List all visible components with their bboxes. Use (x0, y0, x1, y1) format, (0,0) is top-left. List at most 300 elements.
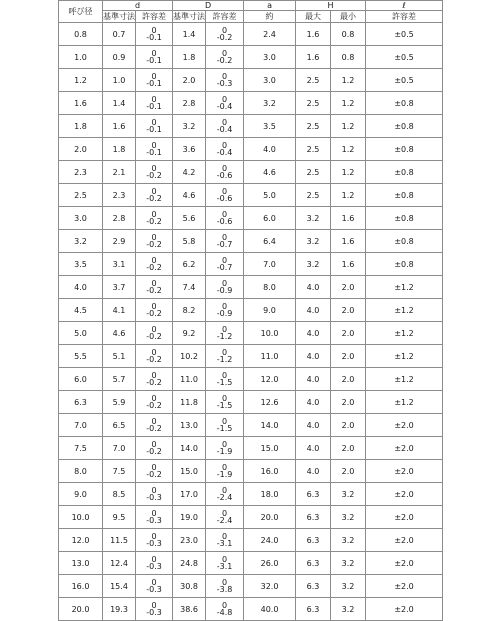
cell-a-approx: 3.5 (244, 115, 296, 138)
cell-nominal-size: 16.0 (59, 575, 103, 598)
cell-d-tolerance-upper: 0 (151, 164, 157, 173)
cell-D-tolerance-upper: 0 (221, 279, 228, 288)
cell-H-min: 3.2 (331, 575, 366, 598)
cell-l-tolerance: ±0.8 (366, 161, 443, 184)
cell-d-tolerance (136, 230, 173, 253)
cell-D-basic: 1.8 (173, 46, 206, 69)
cell-l-tolerance: ±2.0 (366, 552, 443, 575)
cell-d-tolerance (136, 506, 173, 529)
cell-D-basic: 30.8 (173, 575, 206, 598)
cell-d-basic: 2.8 (103, 207, 136, 230)
cell-D-tolerance-upper: 0 (221, 26, 228, 35)
cell-H-min: 1.2 (331, 184, 366, 207)
cell-d-tolerance-upper: 0 (151, 486, 157, 495)
cell-l-tolerance: ±1.2 (366, 368, 443, 391)
cell-a-approx: 3.2 (244, 92, 296, 115)
cell-D-tolerance (206, 506, 244, 529)
cell-d-tolerance-lower: -0.2 (146, 447, 162, 456)
cell-d-tolerance-upper: 0 (151, 417, 157, 426)
cell-D-tolerance-lower: -3.8 (216, 585, 233, 594)
cell-d-tolerance (136, 207, 173, 230)
cell-D-tolerance (206, 575, 244, 598)
table-row (59, 138, 443, 161)
cell-D-tolerance-lower: -4.8 (216, 608, 233, 617)
cell-H-max: 1.6 (296, 46, 331, 69)
cell-a-approx: 32.0 (244, 575, 296, 598)
cell-D-tolerance (206, 276, 244, 299)
cell-d-basic: 19.3 (103, 598, 136, 621)
cell-a-approx: 26.0 (244, 552, 296, 575)
cell-d-tolerance-lower: -0.1 (146, 148, 162, 157)
cell-H-min: 2.0 (331, 276, 366, 299)
cell-l-tolerance: ±2.0 (366, 598, 443, 621)
cell-d-basic: 7.5 (103, 460, 136, 483)
cell-d-tolerance-lower: -0.2 (146, 217, 162, 226)
cell-H-max: 2.5 (296, 138, 331, 161)
cell-nominal-size: 9.0 (59, 483, 103, 506)
cell-nominal-size: 3.0 (59, 207, 103, 230)
cell-l-tolerance: ±0.8 (366, 184, 443, 207)
cell-a-approx: 8.0 (244, 276, 296, 299)
cell-d-tolerance-lower: -0.2 (146, 378, 162, 387)
cell-D-tolerance-upper: 0 (221, 371, 228, 380)
cell-d-basic: 6.5 (103, 414, 136, 437)
cell-a-approx: 24.0 (244, 529, 296, 552)
table-row (59, 161, 443, 184)
cell-d-tolerance (136, 391, 173, 414)
cell-l-tolerance: ±2.0 (366, 414, 443, 437)
cell-d-tolerance-upper: 0 (151, 95, 157, 104)
cell-nominal-size: 3.5 (59, 253, 103, 276)
cell-D-tolerance (206, 46, 244, 69)
cell-a-approx: 15.0 (244, 437, 296, 460)
table-row (59, 69, 443, 92)
cell-d-tolerance (136, 529, 173, 552)
cell-D-tolerance-lower: -1.5 (216, 401, 233, 410)
cell-D-basic: 24.8 (173, 552, 206, 575)
table-row (59, 506, 443, 529)
cell-nominal-size: 7.0 (59, 414, 103, 437)
cell-D-tolerance (206, 483, 244, 506)
cell-d-basic: 5.9 (103, 391, 136, 414)
cell-nominal-size: 4.0 (59, 276, 103, 299)
cell-d-basic: 1.0 (103, 69, 136, 92)
table-row (59, 276, 443, 299)
cell-D-basic: 2.0 (173, 69, 206, 92)
cell-l-tolerance: ±2.0 (366, 529, 443, 552)
table-row (59, 598, 443, 621)
cell-D-basic: 1.4 (173, 23, 206, 46)
cell-D-basic: 23.0 (173, 529, 206, 552)
cell-H-max: 6.3 (296, 506, 331, 529)
cell-D-basic: 3.6 (173, 138, 206, 161)
cell-nominal-size: 8.0 (59, 460, 103, 483)
cell-nominal-size: 7.5 (59, 437, 103, 460)
header-nominal-size: 呼び径 (59, 1, 103, 23)
cell-d-tolerance-lower: -0.1 (146, 56, 162, 65)
cell-nominal-size: 1.8 (59, 115, 103, 138)
cell-a-approx: 7.0 (244, 253, 296, 276)
cell-a-approx: 4.0 (244, 138, 296, 161)
cell-d-tolerance-upper: 0 (151, 118, 157, 127)
cell-H-max: 4.0 (296, 276, 331, 299)
cell-d-basic: 15.4 (103, 575, 136, 598)
cell-H-min: 2.0 (331, 414, 366, 437)
cell-l-tolerance: ±2.0 (366, 575, 443, 598)
cell-H-min: 1.6 (331, 253, 366, 276)
header-D: D (173, 1, 244, 11)
cell-d-tolerance-lower: -0.1 (146, 125, 162, 134)
cell-d-tolerance-lower: -0.1 (146, 79, 162, 88)
cell-l-tolerance: ±1.2 (366, 391, 443, 414)
cell-nominal-size: 6.0 (59, 368, 103, 391)
cell-d-tolerance (136, 69, 173, 92)
cell-l-tolerance: ±2.0 (366, 437, 443, 460)
cell-d-basic: 3.7 (103, 276, 136, 299)
cell-a-approx: 6.4 (244, 230, 296, 253)
cell-D-tolerance-lower: -0.4 (216, 148, 233, 157)
cell-d-tolerance (136, 322, 173, 345)
cell-D-tolerance (206, 414, 244, 437)
cell-d-tolerance-lower: -0.2 (146, 194, 162, 203)
table-row (59, 115, 443, 138)
cell-d-tolerance (136, 437, 173, 460)
cell-H-max: 4.0 (296, 391, 331, 414)
cell-D-tolerance (206, 368, 244, 391)
header-D-basic: 基準寸法 (173, 11, 206, 21)
cell-D-basic: 15.0 (173, 460, 206, 483)
cell-D-tolerance-lower: -0.4 (216, 125, 233, 134)
cell-D-tolerance (206, 92, 244, 115)
cell-H-max: 2.5 (296, 69, 331, 92)
cell-D-tolerance-lower: -1.9 (216, 447, 233, 456)
cell-d-basic: 4.1 (103, 299, 136, 322)
cell-D-tolerance-upper: 0 (221, 95, 228, 104)
cell-D-tolerance (206, 253, 244, 276)
cell-d-tolerance (136, 368, 173, 391)
table-row (59, 92, 443, 115)
table-row (59, 253, 443, 276)
cell-D-tolerance (206, 230, 244, 253)
cell-D-basic: 17.0 (173, 483, 206, 506)
cell-D-basic: 5.8 (173, 230, 206, 253)
cell-D-tolerance (206, 322, 244, 345)
cell-H-max: 4.0 (296, 414, 331, 437)
cell-l-tolerance: ±0.5 (366, 23, 443, 46)
table-row (59, 230, 443, 253)
cell-a-approx: 14.0 (244, 414, 296, 437)
cell-H-max: 2.5 (296, 184, 331, 207)
cell-H-min: 2.0 (331, 322, 366, 345)
cell-D-tolerance-lower: -0.2 (216, 33, 233, 42)
cell-d-tolerance-lower: -0.3 (146, 562, 162, 571)
table-row (59, 23, 443, 46)
table-row (59, 207, 443, 230)
cell-nominal-size: 2.0 (59, 138, 103, 161)
header-a: a (244, 1, 296, 11)
cell-D-tolerance-upper: 0 (221, 578, 228, 587)
cell-D-tolerance-upper: 0 (221, 486, 228, 495)
cell-H-min: 1.2 (331, 138, 366, 161)
cell-d-tolerance-lower: -0.3 (146, 585, 162, 594)
cell-nominal-size: 3.2 (59, 230, 103, 253)
cell-H-min: 2.0 (331, 460, 366, 483)
cell-D-tolerance-lower: -0.7 (216, 240, 233, 249)
cell-D-basic: 19.0 (173, 506, 206, 529)
cell-D-tolerance-upper: 0 (221, 210, 228, 219)
cell-d-basic: 1.6 (103, 115, 136, 138)
cell-D-tolerance (206, 161, 244, 184)
cell-H-max: 4.0 (296, 368, 331, 391)
cell-D-tolerance-lower: -1.5 (216, 378, 233, 387)
cell-D-tolerance (206, 138, 244, 161)
cell-D-tolerance-upper: 0 (221, 164, 228, 173)
cell-H-min: 1.6 (331, 230, 366, 253)
cell-d-tolerance-lower: -0.1 (146, 33, 162, 42)
cell-l-tolerance: ±2.0 (366, 483, 443, 506)
cell-d-tolerance-upper: 0 (151, 187, 157, 196)
cell-d-basic: 1.8 (103, 138, 136, 161)
table-row (59, 552, 443, 575)
cell-a-approx: 18.0 (244, 483, 296, 506)
cell-d-tolerance-upper: 0 (151, 279, 157, 288)
cell-D-tolerance-upper: 0 (221, 601, 228, 610)
cell-d-tolerance-upper: 0 (151, 578, 157, 587)
cell-d-basic: 1.4 (103, 92, 136, 115)
cell-d-tolerance (136, 184, 173, 207)
header-d-tolerance: 許容差 (136, 11, 173, 23)
cell-D-tolerance-lower: -0.4 (216, 102, 233, 111)
cell-H-max: 6.3 (296, 483, 331, 506)
cell-H-min: 1.6 (331, 207, 366, 230)
cell-nominal-size: 0.8 (59, 23, 103, 46)
cell-D-tolerance (206, 437, 244, 460)
cell-D-tolerance-lower: -0.9 (216, 309, 233, 318)
cell-D-tolerance-lower: -0.6 (216, 194, 233, 203)
cell-a-approx: 3.0 (244, 46, 296, 69)
cell-d-basic: 3.1 (103, 253, 136, 276)
header-H-min: 最小 (331, 11, 366, 23)
cell-D-tolerance-upper: 0 (221, 417, 228, 426)
table-row (59, 345, 443, 368)
cell-D-tolerance-lower: -1.9 (216, 470, 233, 479)
cell-nominal-size: 1.0 (59, 46, 103, 69)
cell-D-basic: 4.2 (173, 161, 206, 184)
cell-l-tolerance: ±2.0 (366, 460, 443, 483)
cell-nominal-size: 2.5 (59, 184, 103, 207)
cell-D-tolerance-lower: -3.1 (216, 562, 233, 571)
cell-nominal-size: 1.6 (59, 92, 103, 115)
cell-D-basic: 13.0 (173, 414, 206, 437)
cell-d-tolerance (136, 575, 173, 598)
cell-d-tolerance-upper: 0 (151, 72, 157, 81)
header-H: H (296, 1, 366, 11)
cell-d-tolerance (136, 138, 173, 161)
cell-d-tolerance-upper: 0 (151, 371, 157, 380)
cell-d-tolerance-upper: 0 (151, 509, 157, 518)
cell-H-max: 4.0 (296, 460, 331, 483)
cell-D-tolerance (206, 598, 244, 621)
cell-l-tolerance: ±0.8 (366, 207, 443, 230)
cell-H-max: 2.5 (296, 92, 331, 115)
cell-D-basic: 3.2 (173, 115, 206, 138)
table-row (59, 299, 443, 322)
cell-D-tolerance (206, 391, 244, 414)
cell-l-tolerance: ±0.5 (366, 69, 443, 92)
cell-H-min: 1.2 (331, 69, 366, 92)
cell-D-tolerance-upper: 0 (221, 141, 228, 150)
cell-D-tolerance-lower: -0.2 (216, 56, 233, 65)
cell-d-tolerance-upper: 0 (151, 325, 157, 334)
cell-D-tolerance-lower: -0.7 (216, 263, 233, 272)
cell-d-tolerance-upper: 0 (151, 49, 157, 58)
cell-D-tolerance-lower: -1.2 (216, 355, 233, 364)
cell-nominal-size: 5.0 (59, 322, 103, 345)
cell-d-tolerance-upper: 0 (151, 302, 157, 311)
cell-d-tolerance-lower: -0.2 (146, 286, 162, 295)
cell-d-tolerance-upper: 0 (151, 141, 157, 150)
cell-D-tolerance-upper: 0 (221, 302, 228, 311)
cell-d-tolerance-upper: 0 (151, 210, 157, 219)
cell-nominal-size: 4.5 (59, 299, 103, 322)
cell-d-basic: 0.7 (103, 23, 136, 46)
cell-H-max: 6.3 (296, 552, 331, 575)
cell-D-basic: 7.4 (173, 276, 206, 299)
cell-nominal-size: 2.3 (59, 161, 103, 184)
cell-d-tolerance-upper: 0 (151, 256, 157, 265)
cell-D-tolerance-lower: -0.6 (216, 171, 233, 180)
table-row (59, 368, 443, 391)
cell-d-basic: 2.1 (103, 161, 136, 184)
cell-nominal-size: 5.5 (59, 345, 103, 368)
cell-a-approx: 5.0 (244, 184, 296, 207)
cell-D-tolerance-upper: 0 (221, 555, 228, 564)
cell-D-tolerance (206, 529, 244, 552)
cell-nominal-size: 12.0 (59, 529, 103, 552)
cell-d-tolerance (136, 414, 173, 437)
cell-H-min: 0.8 (331, 23, 366, 46)
cell-H-max: 3.2 (296, 207, 331, 230)
cell-D-tolerance-upper: 0 (221, 72, 228, 81)
header-d-basic: 基準寸法 (103, 11, 135, 21)
cell-d-tolerance-lower: -0.2 (146, 470, 162, 479)
header-H-max: 最大 (296, 11, 331, 23)
header-row-1 (59, 1, 443, 11)
cell-D-basic: 38.6 (173, 598, 206, 621)
cell-D-basic: 8.2 (173, 299, 206, 322)
cell-nominal-size: 10.0 (59, 506, 103, 529)
cell-d-tolerance (136, 598, 173, 621)
cell-d-basic: 2.9 (103, 230, 136, 253)
table-row (59, 460, 443, 483)
cell-d-tolerance (136, 115, 173, 138)
cell-D-basic: 9.2 (173, 322, 206, 345)
cell-D-tolerance-upper: 0 (221, 509, 228, 518)
cell-D-tolerance-upper: 0 (221, 256, 228, 265)
cell-D-tolerance-upper: 0 (221, 394, 228, 403)
cell-d-tolerance (136, 23, 173, 46)
cell-D-tolerance-lower: -3.1 (216, 539, 233, 548)
cell-d-tolerance-lower: -0.3 (146, 608, 162, 617)
cell-nominal-size: 6.3 (59, 391, 103, 414)
cell-D-tolerance-upper: 0 (221, 440, 228, 449)
cell-d-basic: 8.5 (103, 483, 136, 506)
cell-d-tolerance-lower: -0.3 (146, 516, 162, 525)
table-row (59, 483, 443, 506)
cell-l-tolerance: ±1.2 (366, 276, 443, 299)
cell-d-tolerance-upper: 0 (151, 348, 157, 357)
cell-d-basic: 0.9 (103, 46, 136, 69)
cell-H-min: 3.2 (331, 598, 366, 621)
dimension-table (58, 0, 443, 621)
cell-nominal-size: 13.0 (59, 552, 103, 575)
cell-d-tolerance (136, 460, 173, 483)
table-row (59, 437, 443, 460)
cell-H-max: 6.3 (296, 529, 331, 552)
cell-nominal-size: 20.0 (59, 598, 103, 621)
cell-l-tolerance: ±0.8 (366, 138, 443, 161)
table-row (59, 46, 443, 69)
header-a-approx: 約 (244, 11, 296, 23)
cell-D-tolerance-lower: -2.4 (216, 493, 233, 502)
cell-D-tolerance-upper: 0 (221, 532, 228, 541)
table-row (59, 414, 443, 437)
cell-l-tolerance: ±2.0 (366, 506, 443, 529)
cell-H-min: 2.0 (331, 345, 366, 368)
cell-l-tolerance: ±1.2 (366, 322, 443, 345)
cell-D-tolerance (206, 552, 244, 575)
cell-D-tolerance (206, 69, 244, 92)
cell-d-tolerance (136, 483, 173, 506)
cell-D-tolerance-lower: -1.2 (216, 332, 233, 341)
cell-d-tolerance-upper: 0 (151, 463, 157, 472)
cell-D-basic: 4.6 (173, 184, 206, 207)
cell-H-max: 1.6 (296, 23, 331, 46)
cell-d-tolerance-upper: 0 (151, 601, 157, 610)
cell-d-basic: 4.6 (103, 322, 136, 345)
cell-H-max: 6.3 (296, 598, 331, 621)
cell-d-tolerance (136, 345, 173, 368)
header-d: d (103, 1, 173, 11)
cell-l-tolerance: ±0.8 (366, 253, 443, 276)
cell-d-tolerance-lower: -0.2 (146, 332, 162, 341)
cell-nominal-size: 1.2 (59, 69, 103, 92)
table-row (59, 391, 443, 414)
cell-d-basic: 11.5 (103, 529, 136, 552)
cell-d-tolerance (136, 46, 173, 69)
cell-D-basic: 14.0 (173, 437, 206, 460)
cell-D-tolerance (206, 184, 244, 207)
header-l-tolerance: 許容差 (366, 11, 443, 23)
cell-D-tolerance-lower: -0.9 (216, 286, 233, 295)
cell-d-tolerance-lower: -0.2 (146, 355, 162, 364)
cell-H-min: 2.0 (331, 368, 366, 391)
cell-d-basic: 9.5 (103, 506, 136, 529)
cell-d-tolerance (136, 299, 173, 322)
cell-d-tolerance-lower: -0.2 (146, 171, 162, 180)
cell-d-tolerance-upper: 0 (151, 26, 157, 35)
cell-d-tolerance (136, 92, 173, 115)
cell-l-tolerance: ±1.2 (366, 299, 443, 322)
cell-D-tolerance (206, 345, 244, 368)
cell-d-tolerance-upper: 0 (151, 233, 157, 242)
cell-D-basic: 11.0 (173, 368, 206, 391)
cell-H-max: 4.0 (296, 345, 331, 368)
cell-H-max: 6.3 (296, 575, 331, 598)
cell-a-approx: 40.0 (244, 598, 296, 621)
cell-d-basic: 5.1 (103, 345, 136, 368)
cell-H-min: 3.2 (331, 483, 366, 506)
